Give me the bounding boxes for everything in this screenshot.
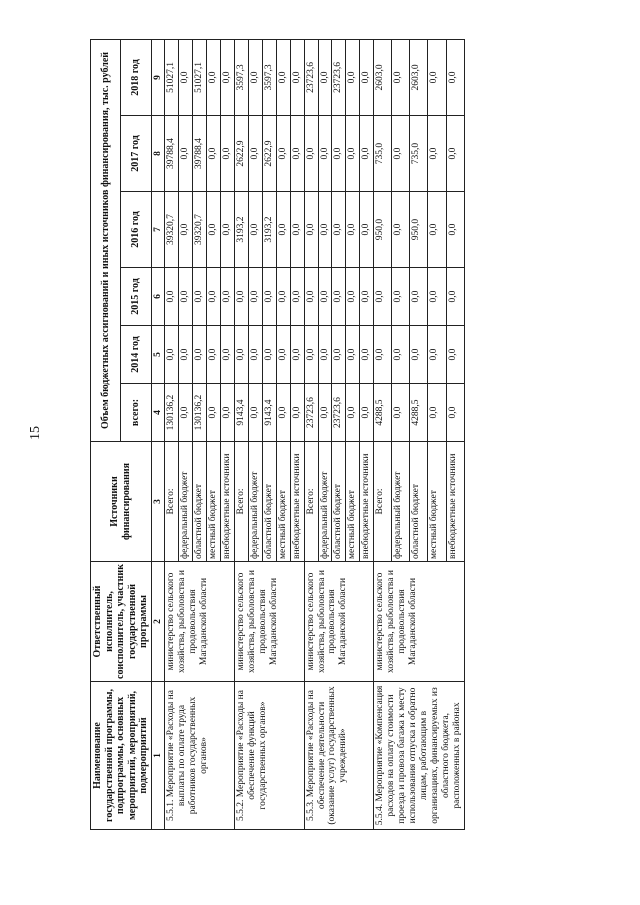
column-number: 4 (151, 384, 165, 442)
value-cell: 9143,4 (235, 384, 249, 442)
value-cell: 0,0 (304, 326, 318, 384)
value-cell: 2603,0 (374, 39, 392, 115)
value-cell: 0,0 (193, 326, 207, 384)
value-cell: 0,0 (360, 116, 374, 192)
source-label: местный бюджет (276, 442, 290, 562)
value-cell: 9143,4 (262, 384, 276, 442)
value-cell: 0,0 (304, 192, 318, 268)
value-cell: 0,0 (360, 192, 374, 268)
value-cell: 0,0 (346, 116, 360, 192)
value-cell: 0,0 (446, 116, 464, 192)
value-cell: 0,0 (221, 268, 235, 326)
source-label: Всего: (374, 442, 392, 562)
value-cell: 0,0 (290, 39, 304, 115)
value-cell: 0,0 (207, 192, 221, 268)
page-number: 15 (28, 426, 43, 440)
value-cell: 0,0 (392, 39, 410, 115)
source-label: областной бюджет (410, 442, 428, 562)
value-cell: 0,0 (374, 268, 392, 326)
value-cell: 0,0 (179, 268, 193, 326)
value-cell: 950,0 (410, 192, 428, 268)
value-cell: 3597,3 (235, 39, 249, 115)
executor-cell: министерство сельского хозяйства, рыболовства и продовольствия Магаданской области (374, 562, 464, 682)
value-cell: 0,0 (248, 268, 262, 326)
value-cell: 0,0 (304, 116, 318, 192)
value-cell: 0,0 (318, 192, 332, 268)
value-cell: 0,0 (318, 116, 332, 192)
value-cell: 0,0 (446, 384, 464, 442)
value-cell: 0,0 (360, 326, 374, 384)
value-cell: 0,0 (207, 116, 221, 192)
value-cell: 0,0 (248, 39, 262, 115)
measure-name: 5.5.2. Мероприятие «Расходы на обеспечение функций государственных органов» (235, 682, 305, 830)
value-cell: 0,0 (332, 268, 346, 326)
value-cell: 0,0 (179, 192, 193, 268)
measure-name: 5.5.3. Мероприятие «Расходы на обеспечение деятельности (оказание услуг) государственных учреждений» (304, 682, 374, 830)
value-cell: 0,0 (392, 326, 410, 384)
value-cell: 0,0 (221, 116, 235, 192)
source-label: областной бюджет (262, 442, 276, 562)
value-cell: 0,0 (248, 116, 262, 192)
value-cell: 0,0 (262, 268, 276, 326)
value-cell: 0,0 (346, 39, 360, 115)
value-cell: 51027,1 (165, 39, 179, 115)
value-cell: 39320,7 (165, 192, 179, 268)
source-label: местный бюджет (207, 442, 221, 562)
value-cell: 39788,4 (165, 116, 179, 192)
value-cell: 0,0 (276, 268, 290, 326)
value-cell: 0,0 (392, 192, 410, 268)
source-label: федеральный бюджет (318, 442, 332, 562)
executor-cell: министерство сельского хозяйства, рыболовства и продовольствия Магаданской области (235, 562, 305, 682)
source-label: областной бюджет (193, 442, 207, 562)
value-cell: 130136,2 (193, 384, 207, 442)
value-cell: 2622,9 (262, 116, 276, 192)
source-label: федеральный бюджет (179, 442, 193, 562)
header-volume: Объем бюджетных ассигнований и иных источников финансирования, тыс. рублей (91, 39, 121, 441)
value-cell: 0,0 (179, 39, 193, 115)
value-cell: 0,0 (318, 384, 332, 442)
value-cell: 0,0 (290, 384, 304, 442)
value-cell: 0,0 (446, 268, 464, 326)
source-label: федеральный бюджет (392, 442, 410, 562)
value-cell: 0,0 (332, 192, 346, 268)
value-cell: 0,0 (235, 326, 249, 384)
value-cell: 0,0 (346, 384, 360, 442)
source-label: внебюджетные источники (446, 442, 464, 562)
rotated-table-wrapper (90, 40, 540, 830)
value-cell: 4288,5 (410, 384, 428, 442)
value-cell: 0,0 (346, 326, 360, 384)
source-label: местный бюджет (346, 442, 360, 562)
value-cell: 4288,5 (374, 384, 392, 442)
value-cell: 0,0 (318, 268, 332, 326)
value-cell: 0,0 (207, 268, 221, 326)
value-cell: 0,0 (207, 384, 221, 442)
value-cell: 0,0 (392, 116, 410, 192)
value-cell: 39788,4 (193, 116, 207, 192)
value-cell: 0,0 (392, 384, 410, 442)
table-row (304, 39, 318, 829)
table-row (235, 39, 249, 829)
source-label: федеральный бюджет (248, 442, 262, 562)
value-cell: 0,0 (290, 326, 304, 384)
table-body (165, 39, 464, 829)
value-cell: 0,0 (290, 268, 304, 326)
measure-name: 5.5.4. Мероприятие «Компенсация расходов на оплату стоимости проезда и провоза багажа к месту использования отпуска и обратно лицам, работающим в организациях, финансируемых из областного бюджета, расположенных в районах (374, 682, 464, 830)
value-cell: 23723,6 (332, 39, 346, 115)
executor-cell: министерство сельского хозяйства, рыболовства и продовольствия Магаданской области (165, 562, 235, 682)
value-cell: 0,0 (179, 384, 193, 442)
value-cell: 0,0 (276, 326, 290, 384)
value-cell: 3193,2 (235, 192, 249, 268)
value-cell: 0,0 (290, 116, 304, 192)
value-cell: 0,0 (221, 192, 235, 268)
value-cell: 0,0 (392, 268, 410, 326)
value-cell: 0,0 (165, 326, 179, 384)
measure-name: 5.5.1. Мероприятие «Расходы на выплаты по оплате труда работников государственных органов» (165, 682, 235, 830)
column-number: 5 (151, 326, 165, 384)
value-cell: 0,0 (332, 326, 346, 384)
value-cell: 0,0 (446, 192, 464, 268)
source-label: Всего: (235, 442, 249, 562)
budget-table (90, 39, 465, 830)
column-number-row (151, 39, 165, 829)
value-cell: 735,0 (374, 116, 392, 192)
source-label: внебюджетные источники (221, 442, 235, 562)
source-label: внебюджетные источники (360, 442, 374, 562)
source-label: внебюджетные источники (290, 442, 304, 562)
value-cell: 0,0 (304, 268, 318, 326)
value-cell: 0,0 (179, 116, 193, 192)
value-cell: 0,0 (360, 268, 374, 326)
header-year: всего: (121, 384, 151, 442)
value-cell: 3597,3 (262, 39, 276, 115)
value-cell: 0,0 (221, 326, 235, 384)
header-year: 2014 год (121, 326, 151, 384)
value-cell: 3193,2 (262, 192, 276, 268)
column-number: 7 (151, 192, 165, 268)
source-label: Всего: (304, 442, 318, 562)
value-cell: 0,0 (221, 384, 235, 442)
column-number: 1 (151, 682, 165, 830)
value-cell: 130136,2 (165, 384, 179, 442)
column-number: 8 (151, 116, 165, 192)
value-cell: 0,0 (248, 384, 262, 442)
value-cell: 39320,7 (193, 192, 207, 268)
value-cell: 0,0 (428, 116, 446, 192)
value-cell: 0,0 (318, 39, 332, 115)
value-cell: 0,0 (207, 326, 221, 384)
source-label: областной бюджет (332, 442, 346, 562)
value-cell: 0,0 (428, 326, 446, 384)
column-number: 9 (151, 39, 165, 115)
value-cell: 0,0 (446, 39, 464, 115)
source-label: Всего: (165, 442, 179, 562)
value-cell: 0,0 (446, 326, 464, 384)
value-cell: 23723,6 (304, 39, 318, 115)
value-cell: 0,0 (360, 384, 374, 442)
header-year: 2018 год (121, 39, 151, 115)
value-cell: 0,0 (179, 326, 193, 384)
value-cell: 0,0 (221, 39, 235, 115)
value-cell: 2603,0 (410, 39, 428, 115)
value-cell: 0,0 (165, 268, 179, 326)
value-cell: 0,0 (235, 268, 249, 326)
header-year: 2017 год (121, 116, 151, 192)
value-cell: 51027,1 (193, 39, 207, 115)
column-number: 2 (151, 562, 165, 682)
header-source: Источники финансирования (91, 442, 152, 562)
header-executor: Ответственный исполнитель, соисполнитель, участник государственной программы (91, 562, 152, 682)
value-cell: 0,0 (276, 39, 290, 115)
executor-cell: министерство сельского хозяйства, рыболовства и продовольствия Магаданской области (304, 562, 374, 682)
value-cell: 0,0 (428, 192, 446, 268)
value-cell: 0,0 (276, 384, 290, 442)
value-cell: 0,0 (428, 268, 446, 326)
header-name: Наименование государственной программы, подпрограммы, основных мероприятий, мероприятий, подмероприятий (91, 682, 152, 830)
value-cell: 2622,9 (235, 116, 249, 192)
value-cell: 0,0 (248, 192, 262, 268)
value-cell: 0,0 (410, 268, 428, 326)
value-cell: 0,0 (428, 384, 446, 442)
value-cell: 950,0 (374, 192, 392, 268)
value-cell: 0,0 (332, 116, 346, 192)
value-cell: 0,0 (428, 39, 446, 115)
header-year: 2015 год (121, 268, 151, 326)
column-number: 6 (151, 268, 165, 326)
value-cell: 0,0 (360, 39, 374, 115)
value-cell: 0,0 (207, 39, 221, 115)
value-cell: 0,0 (318, 326, 332, 384)
value-cell: 735,0 (410, 116, 428, 192)
value-cell: 0,0 (193, 268, 207, 326)
value-cell: 0,0 (374, 326, 392, 384)
source-label: местный бюджет (428, 442, 446, 562)
value-cell: 0,0 (346, 268, 360, 326)
value-cell: 0,0 (262, 326, 276, 384)
value-cell: 23723,6 (332, 384, 346, 442)
table-row (165, 39, 179, 829)
value-cell: 0,0 (276, 116, 290, 192)
value-cell: 0,0 (248, 326, 262, 384)
value-cell: 0,0 (346, 192, 360, 268)
column-number: 3 (151, 442, 165, 562)
value-cell: 23723,6 (304, 384, 318, 442)
header-year: 2016 год (121, 192, 151, 268)
table-row (374, 39, 392, 829)
value-cell: 0,0 (410, 326, 428, 384)
value-cell: 0,0 (276, 192, 290, 268)
value-cell: 0,0 (290, 192, 304, 268)
